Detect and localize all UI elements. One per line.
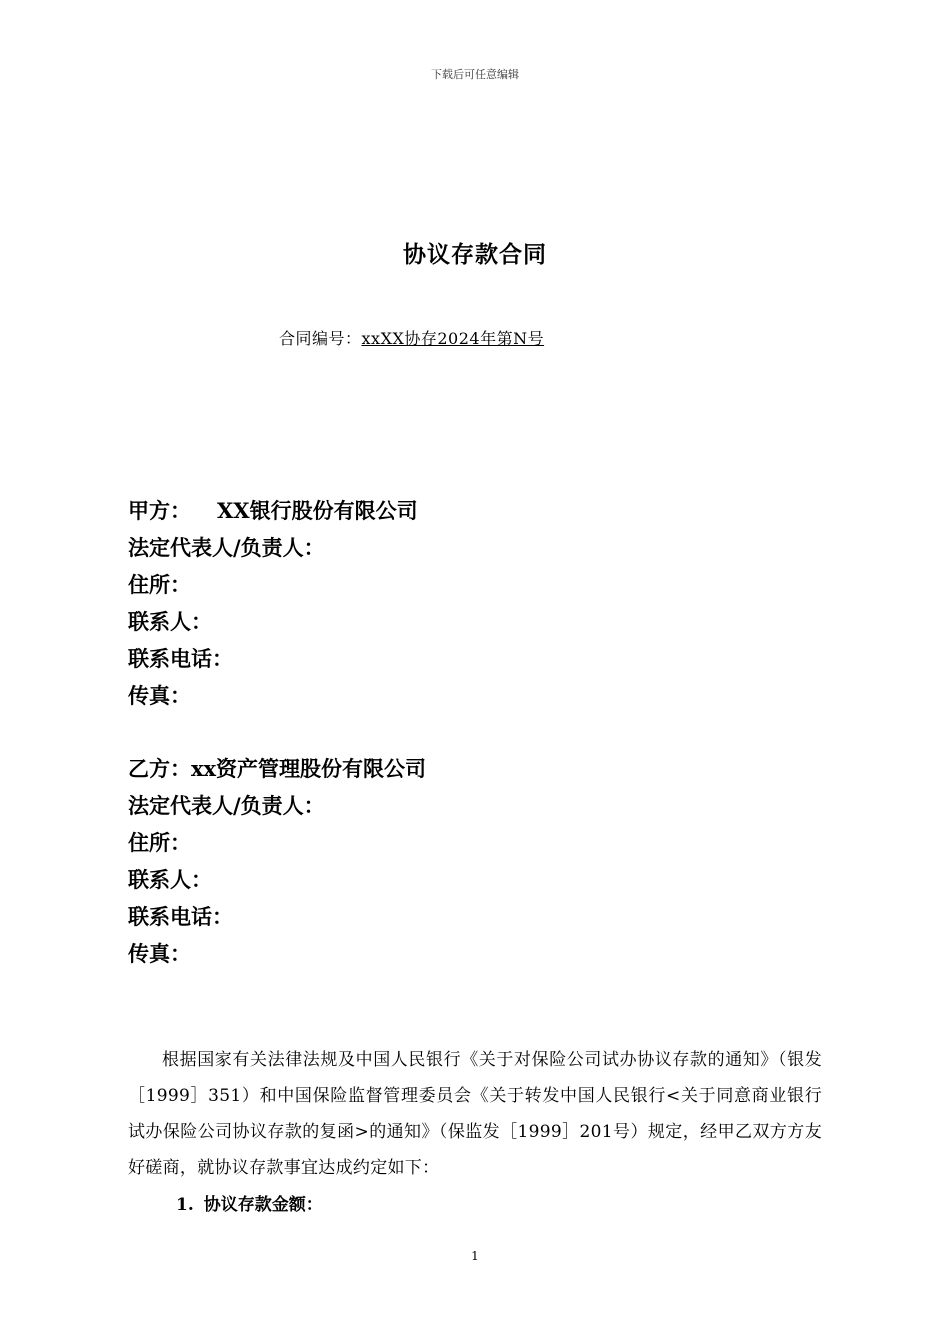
party-a-heading xyxy=(128,492,418,529)
party-b-heading xyxy=(128,750,426,787)
party-b-label: 乙方： xyxy=(128,756,191,781)
party-b-block xyxy=(128,750,426,972)
party-b-legal-rep: 法定代表人/负责人： xyxy=(128,793,325,818)
contract-number-label: 合同编号： xyxy=(279,329,362,348)
party-b-address: 住所： xyxy=(128,830,191,855)
party-b-fax: 传真： xyxy=(128,941,191,966)
contract-number-value: xxXX协存2024年第N号 xyxy=(361,329,545,348)
clause-1-heading xyxy=(176,1190,323,1215)
party-a-legal-rep: 法定代表人/负责人： xyxy=(128,535,325,560)
party-a-fax: 传真： xyxy=(128,683,191,708)
party-a-block xyxy=(128,492,418,714)
body-text xyxy=(128,1042,822,1186)
clause-1-number: 1. xyxy=(176,1195,194,1215)
intro-paragraph: 根据国家有关法律法规及中国人民银行《关于对保险公司试办协议存款的通知》（银发［1999］351）和中国保险监督管理委员会《关于转发中国人民银行<关于同意商业银行试办保险公司协议存款的复函>的通知》（保监发［1999］201号）规定，经甲乙双方方友好磋商，就协议存款事宜达成约定如下： xyxy=(128,1050,822,1178)
contract-number xyxy=(279,326,544,349)
party-a-address: 住所： xyxy=(128,572,191,597)
header-note: 下载后可任意编辑 xyxy=(431,68,519,81)
party-a-phone: 联系电话： xyxy=(128,646,233,671)
party-b-name: xx资产管理股份有限公司 xyxy=(191,756,427,781)
clause-1-title: 协议存款金额： xyxy=(203,1195,323,1215)
document-title: 协议存款合同 xyxy=(403,241,547,268)
party-b-phone: 联系电话： xyxy=(128,904,233,929)
party-b-contact: 联系人： xyxy=(128,867,212,892)
party-a-name: XX银行股份有限公司 xyxy=(217,498,418,523)
party-a-contact: 联系人： xyxy=(128,609,212,634)
party-a-label: 甲方： xyxy=(128,498,191,523)
page-number: 1 xyxy=(471,1249,479,1263)
